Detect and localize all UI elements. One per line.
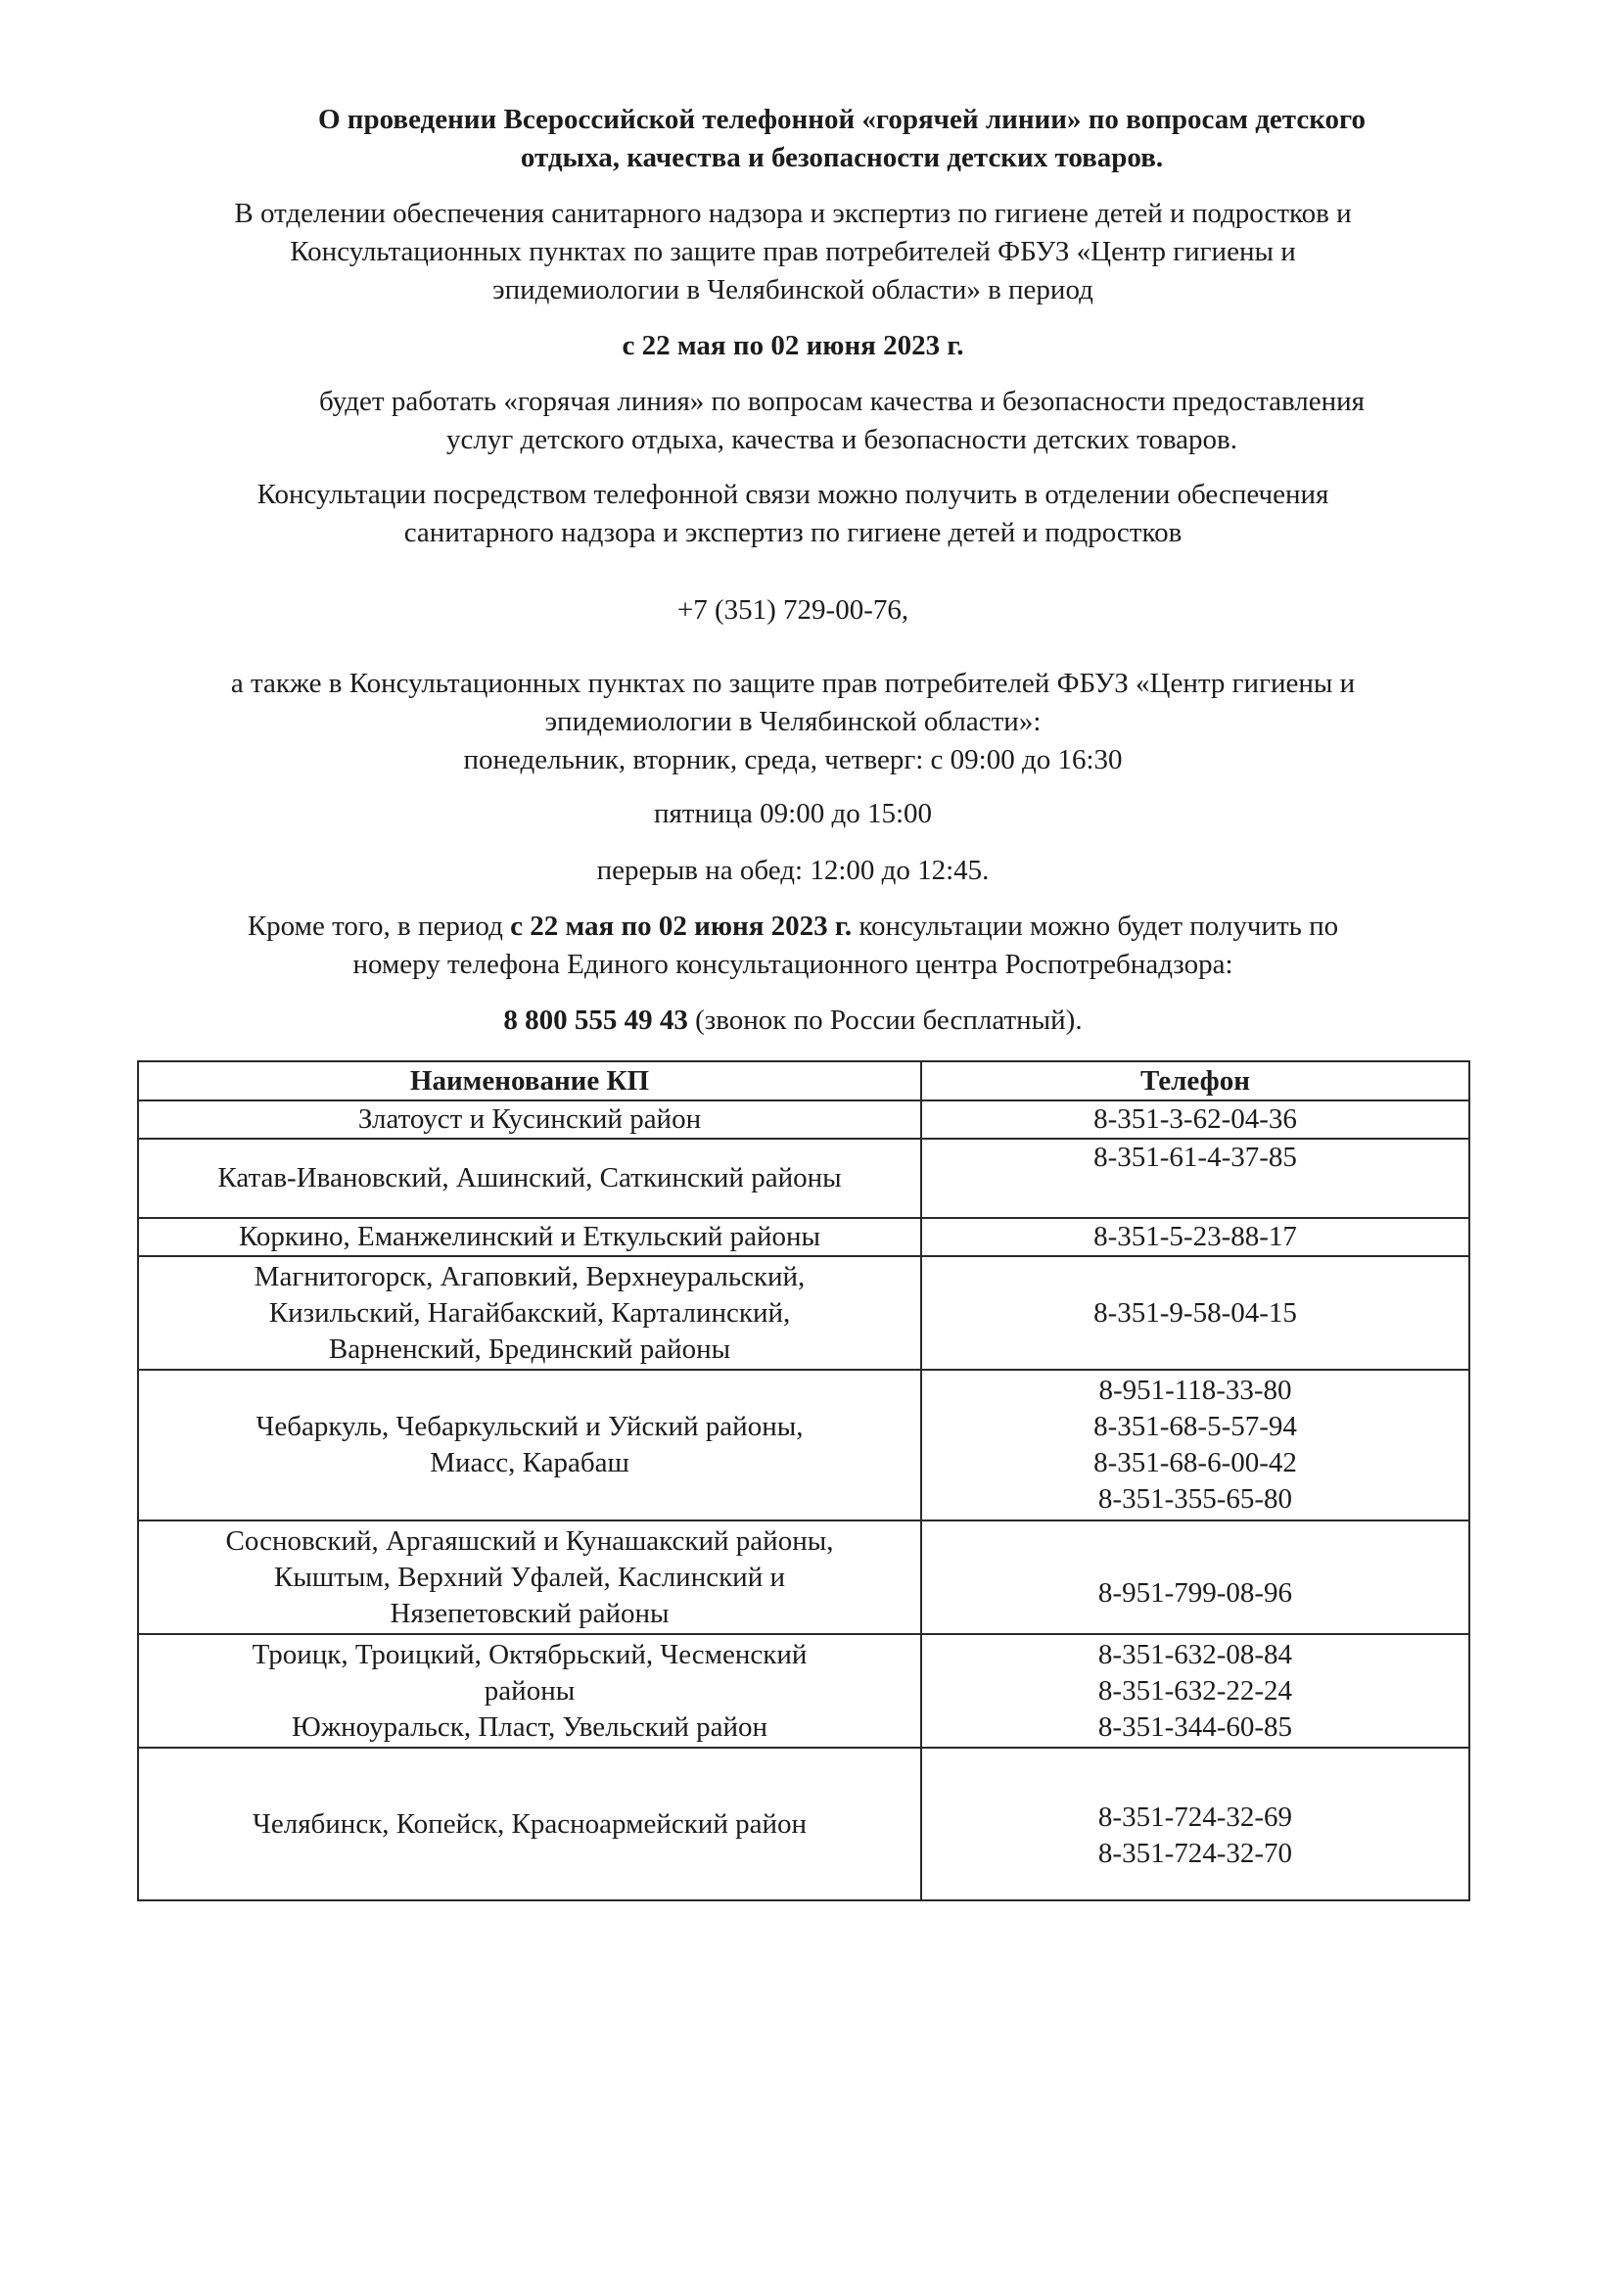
points-line-2: эпидемиологии в Челябинской области»: bbox=[544, 706, 1042, 737]
consult-line-2: санитарного надзора и экспертиз по гигиене детей и подростков bbox=[403, 517, 1183, 548]
point-name bbox=[138, 1100, 921, 1139]
point-phones bbox=[921, 1100, 1469, 1139]
schedule-lunch: перерыв на обед: 12:00 до 12:45. bbox=[596, 855, 990, 886]
point-name bbox=[138, 1370, 921, 1520]
phone-number: 8-351-68-6-00-42 bbox=[1093, 1447, 1297, 1478]
phone-number: 8-351-5-23-88-17 bbox=[1093, 1221, 1297, 1252]
point-name bbox=[138, 1634, 921, 1748]
point-name-line: Кизильский, Нагайбакский, Карталинский, bbox=[268, 1296, 791, 1329]
phone-number: 8-351-355-65-80 bbox=[1097, 1483, 1293, 1515]
point-name-line: Варненский, Брединский районы bbox=[328, 1333, 731, 1365]
point-name-line: Нязепетовский районы bbox=[390, 1597, 670, 1629]
phone-number: 8-951-118-33-80 bbox=[1098, 1375, 1292, 1406]
phone-number: 8-351-724-32-69 bbox=[1097, 1801, 1293, 1833]
additional-suffix: консультации можно будет получить по bbox=[852, 911, 1339, 942]
additional-period: с 22 мая по 02 июня 2023 г. bbox=[510, 911, 853, 942]
additional-line-2: номеру телефона Единого консультационного центра Роспотребнадзора: bbox=[352, 949, 1233, 980]
point-phones bbox=[921, 1256, 1469, 1370]
table-row bbox=[138, 1634, 1469, 1748]
point-name-line: Златоуст и Кусинский район bbox=[357, 1103, 702, 1135]
point-phones bbox=[921, 1634, 1469, 1748]
point-name-line: Южноуральск, Пласт, Увельский район bbox=[291, 1710, 768, 1743]
table-row bbox=[138, 1256, 1469, 1370]
points-line-1: а также в Консультационных пунктах по защите прав потребителей ФБУЗ «Центр гигиены и bbox=[230, 668, 1356, 699]
point-name-line: Челябинск, Копейск, Красноармейский район bbox=[253, 1807, 807, 1840]
phone-number: 8-351-724-32-70 bbox=[1097, 1838, 1293, 1869]
phone-number: 8-351-68-5-57-94 bbox=[1093, 1411, 1297, 1442]
intro-line-2: Консультационных пунктах по защите прав потребителей ФБУЗ «Центр гигиены и bbox=[290, 236, 1296, 267]
schedule-friday: пятница 09:00 до 15:00 bbox=[653, 798, 933, 829]
hotline-line-2: услуг детского отдыха, качества и безопасности детских товаров. bbox=[446, 424, 1237, 455]
document-title-line-2: отдыха, качества и безопасности детских товаров. bbox=[520, 142, 1164, 173]
phone-number: 8-951-799-08-96 bbox=[1097, 1577, 1293, 1609]
point-name-line: Сосновский, Аргаяшский и Кунашакский районы, bbox=[225, 1524, 834, 1557]
additional-prefix: Кроме того, в период bbox=[247, 911, 511, 942]
consultation-points-table bbox=[137, 1060, 1470, 1901]
point-name-line: Чебаркуль, Чебаркульский и Уйский районы, bbox=[255, 1411, 804, 1442]
document-title-line-1: О проведении Всероссийской телефонной «горячей линии» по вопросам детского bbox=[317, 104, 1366, 135]
federal-hotline-phone: 8 800 555 49 43 bbox=[503, 1005, 688, 1036]
phone-number: 8-351-632-08-84 bbox=[1097, 1638, 1293, 1670]
phone-number: 8-351-3-62-04-36 bbox=[1093, 1103, 1297, 1135]
point-name-line: Кыштым, Верхний Уфалей, Каслинский и bbox=[274, 1561, 785, 1593]
point-name bbox=[138, 1256, 921, 1370]
phone-number: 8-351-344-60-85 bbox=[1097, 1710, 1293, 1743]
phone-number: 8-351-632-22-24 bbox=[1097, 1674, 1293, 1707]
point-name bbox=[138, 1218, 921, 1256]
period-dates: с 22 мая по 02 июня 2023 г. bbox=[622, 330, 964, 361]
table-row bbox=[138, 1748, 1469, 1900]
point-phones bbox=[921, 1218, 1469, 1256]
additional-line-1 bbox=[127, 909, 1459, 945]
federal-hotline-note: (звонок по России бесплатный). bbox=[687, 1005, 1083, 1036]
schedule-weekdays: понедельник, вторник, среда, четверг: с 09:00 до 16:30 bbox=[463, 744, 1123, 775]
point-name-line: Катав-Ивановский, Ашинский, Саткинский районы bbox=[217, 1162, 842, 1193]
point-phones bbox=[921, 1520, 1469, 1634]
hotline-line-1: будет работать «горячая линия» по вопросам качества и безопасности предоставления bbox=[318, 386, 1366, 417]
point-name-line: районы bbox=[484, 1674, 576, 1707]
phone-number: 8-351-9-58-04-15 bbox=[1093, 1296, 1297, 1329]
point-name-line: Троицк, Троицкий, Октябрьский, Чесменский bbox=[252, 1638, 808, 1670]
consult-line-1: Консультации посредством телефонной связи можно получить в отделении обеспечения bbox=[256, 479, 1329, 510]
federal-hotline bbox=[127, 1003, 1459, 1039]
table-row bbox=[138, 1218, 1469, 1256]
table-row bbox=[138, 1520, 1469, 1634]
point-name-line: Магнитогорск, Агаповкий, Верхнеуральский, bbox=[254, 1260, 806, 1292]
main-phone-number: +7 (351) 729-00-76, bbox=[676, 594, 909, 626]
point-name-line: Миасс, Карабаш bbox=[430, 1447, 629, 1478]
table-row bbox=[138, 1100, 1469, 1139]
point-phones bbox=[921, 1748, 1469, 1900]
table-row bbox=[138, 1139, 1469, 1218]
table-row bbox=[138, 1370, 1469, 1520]
point-name bbox=[138, 1520, 921, 1634]
phone-number: 8-351-61-4-37-85 bbox=[1093, 1142, 1297, 1173]
intro-line-1: В отделении обеспечения санитарного надзора и экспертиз по гигиене детей и подростков и bbox=[234, 198, 1352, 229]
point-name-line: Коркино, Еманжелинский и Еткульский районы bbox=[239, 1221, 820, 1252]
point-name bbox=[138, 1139, 921, 1218]
table-header-row bbox=[138, 1061, 1469, 1100]
intro-line-3: эпидемиологии в Челябинской области» в период bbox=[492, 274, 1093, 305]
header-name: Наименование КП bbox=[138, 1061, 921, 1100]
point-name bbox=[138, 1748, 921, 1900]
header-phone: Телефон bbox=[921, 1061, 1469, 1100]
point-phones bbox=[921, 1370, 1469, 1520]
point-phones bbox=[921, 1139, 1469, 1218]
